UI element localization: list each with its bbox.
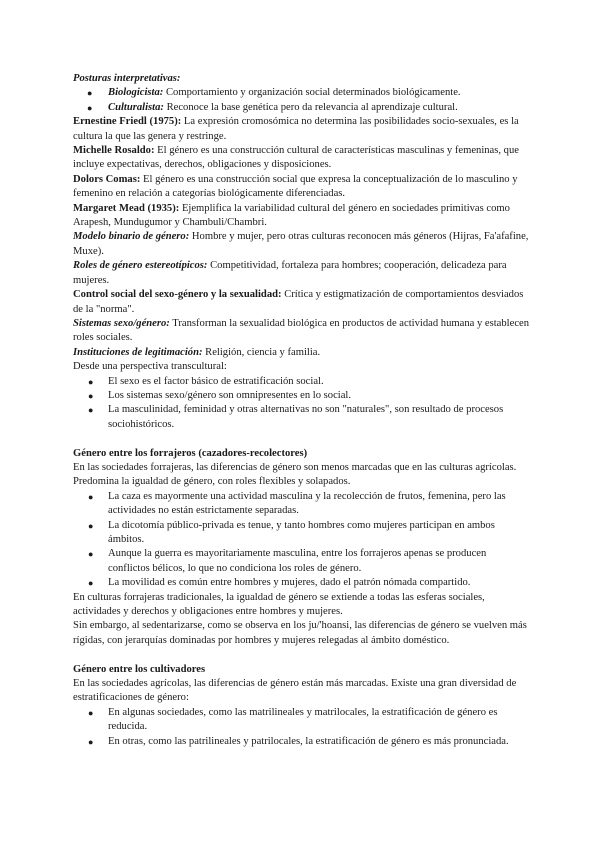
list-item (73, 547, 530, 576)
bullet-icon: ● (87, 102, 93, 113)
transcultural-intro: Desde una perspectiva transcultural: (73, 361, 227, 373)
bullet-icon: ● (88, 376, 94, 387)
forrajeros-intro: En las sociedades forrajeras, las diferencias de género son menos marcadas que en las culturas agrícolas. Predomina la igualdad de género, con roles flexibles y solapados. (73, 461, 517, 488)
list-item (73, 375, 530, 389)
bullet-icon: ● (88, 491, 94, 502)
definition-paragraph (73, 202, 530, 231)
forrajeros-paragraph-1: En culturas forrajeras tradicionales, la igualdad de género se extiende a todas las esferas sociales, actividades y derechos y obligaciones entre hombres y mujeres. (73, 591, 485, 618)
definition-paragraph (73, 173, 530, 202)
bullet-icon: ● (88, 549, 94, 560)
definition-text: Transforman la sexualidad biológica en productos de actividad humana y establecen roles sociales. (73, 317, 530, 344)
cultivadores-list (73, 706, 530, 749)
definition-term: Margaret Mead (1935): (73, 202, 180, 214)
bullet-text: Comportamiento y organización social determinados biológicamente. (163, 87, 461, 99)
definition-paragraph (73, 144, 530, 173)
definition-paragraph (73, 115, 530, 144)
definition-text: El género es una construcción cultural de características masculinas y femeninas, que incluye expectativas, derechos, obligaciones y disposiciones. (73, 145, 519, 171)
bullet-text: En algunas sociedades, como las matrilineales y matrilocales, la estratificación de género es reducida. (108, 706, 498, 733)
bullet-icon: ● (88, 736, 94, 747)
bullet-term: Culturalista: (108, 101, 164, 113)
definition-term: Modelo binario de género: (73, 231, 190, 243)
bullet-icon: ● (88, 390, 94, 401)
list-item (73, 706, 530, 735)
bullet-term: Biologicista: (108, 87, 164, 99)
definition-term: Roles de género estereotípicos: (73, 260, 208, 272)
bullet-text: Los sistemas sexo/género son omnipresentes en lo social. (108, 389, 352, 401)
list-item (73, 735, 530, 749)
posturas-list (73, 86, 530, 115)
definition-paragraph (73, 288, 530, 317)
definition-paragraph (73, 230, 530, 259)
list-item (73, 389, 530, 403)
definition-text: Crítica y estigmatización de comportamientos desviados de la "norma". (73, 289, 524, 315)
list-item (73, 519, 530, 548)
transcultural-list (73, 375, 530, 433)
definition-text: Religión, ciencia y familia. (202, 346, 321, 358)
bullet-icon: ● (87, 88, 93, 99)
list-item (73, 403, 530, 432)
list-item (73, 490, 530, 519)
definition-term: Control social del sexo-género y la sexualidad: (73, 289, 282, 301)
posturas-title (73, 72, 530, 86)
bullet-text: Aunque la guerra es mayoritariamente masculina, entre los forrajeros apenas se producen conflictos bélicos, lo que no condiciona los roles de género. (108, 548, 487, 574)
bullet-icon: ● (88, 578, 94, 589)
list-item (73, 101, 530, 115)
list-item (73, 86, 530, 100)
bullet-icon: ● (88, 707, 94, 718)
definition-term: Instituciones de legitimación: (73, 346, 203, 358)
forrajeros-heading: Género entre los forrajeros (cazadores-recolectores) (73, 447, 308, 459)
bullet-text: Reconoce la base genética pero da relevancia al aprendizaje cultural. (163, 101, 458, 113)
definition-text: El género es una construcción social que expresa la conceptualización de lo masculino y femenino en relación a categorías biológicamente diferenciadas. (73, 173, 518, 200)
list-item (73, 576, 530, 590)
definition-text: La expresión cromosómica no determina las posibilidades socio-sexuales, es la cultura la que las genera y restringe. (73, 116, 519, 142)
posturas-title-text: Posturas interpretativas: (73, 73, 181, 84)
bullet-text: La dicotomía público-privada es tenue, y tanto hombres como mujeres participan en ambos ámbitos. (108, 519, 495, 545)
definition-paragraph (73, 259, 530, 288)
definition-paragraph (73, 317, 530, 346)
definition-text: Competitividad, fortaleza para hombres; cooperación, delicadeza para mujeres. (73, 260, 507, 286)
definition-term: Ernestine Friedl (1975): (73, 116, 182, 128)
definition-text: Ejemplifica la variabilidad cultural del género en sociedades primitivas como Arapesh, Mundugumor y Chambuli/Chambri. (73, 202, 510, 229)
bullet-text: El sexo es el factor básico de estratificación social. (108, 375, 324, 387)
bullet-text: En otras, como las patrilineales y patrilocales, la estratificación de género es más pronunciada. (108, 735, 509, 747)
bullet-text: La movilidad es común entre hombres y mujeres, dado el patrón nómada compartido. (108, 577, 471, 589)
cultivadores-intro: En las sociedades agrícolas, las diferencias de género están más marcadas. Existe una gran diversidad de estratificaciones de género: (73, 678, 517, 704)
definition-term: Dolors Comas: (73, 173, 141, 185)
definition-term: Michelle Rosaldo: (73, 145, 155, 157)
definition-term: Sistemas sexo/género: (73, 317, 170, 329)
forrajeros-list (73, 490, 530, 591)
bullet-icon: ● (88, 405, 94, 416)
bullet-text: La caza es mayormente una actividad masculina y la recolección de frutos, femenina, pero las actividades no están estrictamente separadas. (108, 490, 506, 517)
forrajeros-paragraph-2: Sin embargo, al sedentarizarse, como se observa en los ju/'hoansi, las diferencias de género se vuelven más rígidas, con jerarquías dominadas por hombres y mujeres relegadas al ámbito doméstico. (73, 620, 527, 646)
bullet-text: La masculinidad, feminidad y otras alternativas no son "naturales", son resultado de procesos sociohistóricos. (108, 404, 504, 430)
cultivadores-heading: Género entre los cultivadores (73, 663, 206, 675)
bullet-icon: ● (88, 520, 94, 531)
definition-text: Hombre y mujer, pero otras culturas reconocen más géneros (Hijras, Fa'afafine, Muxe). (73, 231, 529, 257)
definition-paragraph (73, 346, 530, 360)
